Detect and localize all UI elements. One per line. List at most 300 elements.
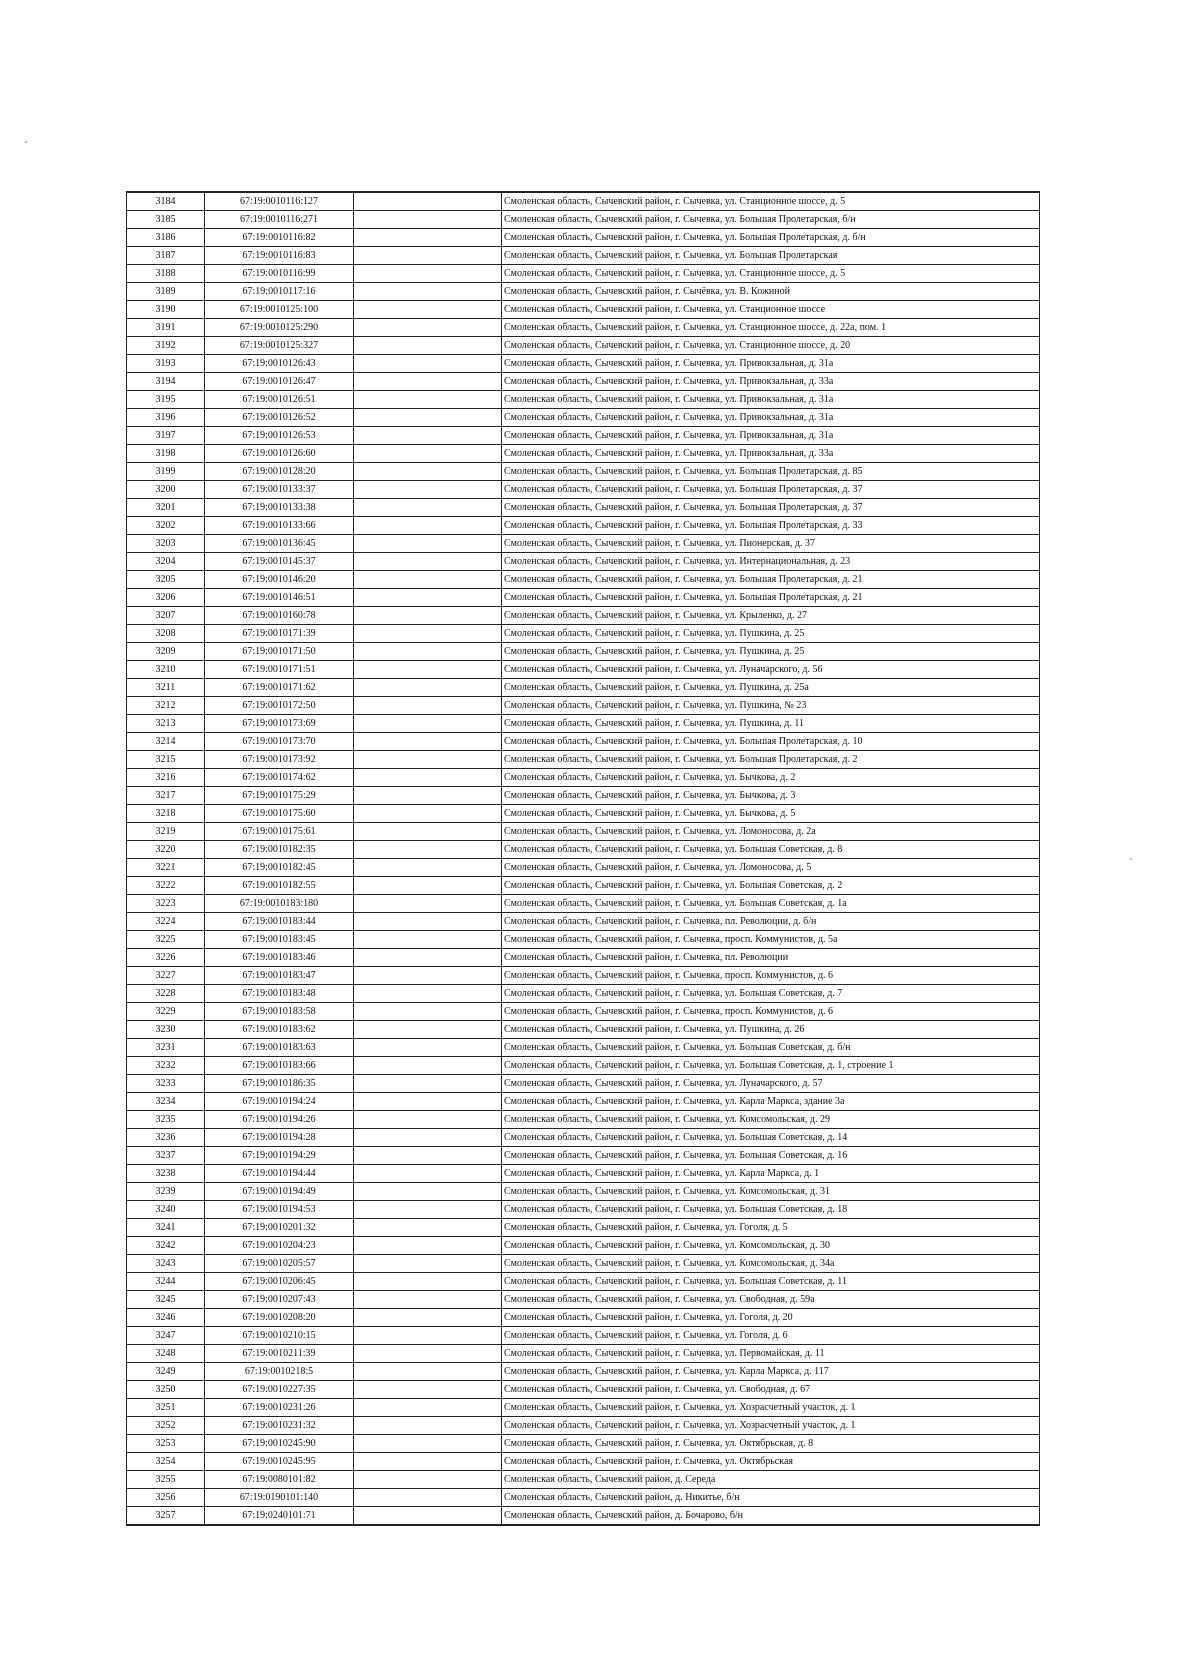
- row-number-cell: 3224: [127, 913, 205, 931]
- cadastral-number-cell: 67:19:0010182:35: [205, 841, 354, 859]
- address-cell: Смоленская область, Сычевский район, г. Сычевка, ул. Хозрасчетный участок, д. 1: [502, 1399, 1040, 1417]
- cadastral-number-cell: 67:19:0010133:66: [205, 517, 354, 535]
- cadastral-number-cell: 67:19:0010125:327: [205, 337, 354, 355]
- empty-cell: [354, 1363, 502, 1381]
- row-number-cell: 3257: [127, 1507, 205, 1526]
- cadastral-number-cell: 67:19:0010205:57: [205, 1255, 354, 1273]
- row-number-cell: 3248: [127, 1345, 205, 1363]
- address-cell: Смоленская область, Сычевский район, г. Сычевка, ул. Привокзальная, д. 33а: [502, 445, 1040, 463]
- empty-cell: [354, 1381, 502, 1399]
- row-number-cell: 3241: [127, 1219, 205, 1237]
- cadastral-number-cell: 67:19:0010201:32: [205, 1219, 354, 1237]
- cadastral-number-cell: 67:19:0010207:43: [205, 1291, 354, 1309]
- row-number-cell: 3242: [127, 1237, 205, 1255]
- empty-cell: [354, 1165, 502, 1183]
- empty-cell: [354, 895, 502, 913]
- address-cell: Смоленская область, Сычевский район, г. Сычевка, ул. Станционное шоссе, д. 5: [502, 265, 1040, 283]
- empty-cell: [354, 337, 502, 355]
- row-number-cell: 3253: [127, 1435, 205, 1453]
- address-cell: Смоленская область, Сычевский район, г. Сычевка, ул. Большая Пролетарская, д. 85: [502, 463, 1040, 481]
- address-cell: Смоленская область, Сычевский район, г. Сычевка, ул. Большая Пролетарская, д. 21: [502, 589, 1040, 607]
- address-cell: Смоленская область, Сычевский район, г. Сычевка, ул. Бычкова, д. 3: [502, 787, 1040, 805]
- cadastral-number-cell: 67:19:0010126:43: [205, 355, 354, 373]
- table-row: [127, 1309, 1040, 1327]
- empty-cell: [354, 859, 502, 877]
- cadastral-number-cell: 67:19:0010183:58: [205, 1003, 354, 1021]
- table-row: [127, 877, 1040, 895]
- table-row: [127, 1417, 1040, 1435]
- row-number-cell: 3209: [127, 643, 205, 661]
- row-number-cell: 3200: [127, 481, 205, 499]
- table-row: [127, 607, 1040, 625]
- row-number-cell: 3218: [127, 805, 205, 823]
- cadastral-number-cell: 67:19:0010210:15: [205, 1327, 354, 1345]
- cadastral-number-cell: 67:19:0010211:39: [205, 1345, 354, 1363]
- address-cell: Смоленская область, Сычевский район, г. Сычевка, ул. Большая Советская, д. 2: [502, 877, 1040, 895]
- row-number-cell: 3255: [127, 1471, 205, 1489]
- row-number-cell: 3226: [127, 949, 205, 967]
- address-cell: Смоленская область, Сычевский район, г. Сычевка, ул. Карла Маркса, д. 1: [502, 1165, 1040, 1183]
- row-number-cell: 3249: [127, 1363, 205, 1381]
- row-number-cell: 3246: [127, 1309, 205, 1327]
- row-number-cell: 3220: [127, 841, 205, 859]
- cadastral-number-cell: 67:19:0010183:62: [205, 1021, 354, 1039]
- table-row: [127, 1471, 1040, 1489]
- row-number-cell: 3244: [127, 1273, 205, 1291]
- row-number-cell: 3205: [127, 571, 205, 589]
- table-row: [127, 643, 1040, 661]
- row-number-cell: 3251: [127, 1399, 205, 1417]
- address-cell: Смоленская область, Сычевский район, г. Сычевка, ул. Большая Советская, д. 1, строение 1: [502, 1057, 1040, 1075]
- table-row: [127, 265, 1040, 283]
- cadastral-number-cell: 67:19:0010116:82: [205, 229, 354, 247]
- empty-cell: [354, 1003, 502, 1021]
- cadastral-number-cell: 67:19:0010227:35: [205, 1381, 354, 1399]
- address-cell: Смоленская область, Сычевский район, г. Сычевка, пл. Революции, д. б/н: [502, 913, 1040, 931]
- cadastral-number-cell: 67:19:0010186:35: [205, 1075, 354, 1093]
- empty-cell: [354, 247, 502, 265]
- cadastral-number-cell: 67:19:0010183:46: [205, 949, 354, 967]
- cadastral-number-cell: 67:19:0010194:29: [205, 1147, 354, 1165]
- empty-cell: [354, 841, 502, 859]
- table-row: [127, 211, 1040, 229]
- table-row: [127, 463, 1040, 481]
- cadastral-number-cell: 67:19:0010183:48: [205, 985, 354, 1003]
- cadastral-number-cell: 67:19:0010116:99: [205, 265, 354, 283]
- row-number-cell: 3198: [127, 445, 205, 463]
- address-cell: Смоленская область, Сычевский район, г. Сычевка, ул. Гоголя, д. 6: [502, 1327, 1040, 1345]
- table-row: [127, 589, 1040, 607]
- address-cell: Смоленская область, Сычевский район, г. Сычевка, ул. Привокзальная, д. 31а: [502, 409, 1040, 427]
- empty-cell: [354, 787, 502, 805]
- table-row: [127, 697, 1040, 715]
- table-row: [127, 1273, 1040, 1291]
- address-cell: Смоленская область, Сычевский район, г. Сычевка, ул. Пушкина, д. 25: [502, 625, 1040, 643]
- address-cell: Смоленская область, Сычевский район, г. Сычевка, ул. Большая Пролетарская, д. 33: [502, 517, 1040, 535]
- empty-cell: [354, 427, 502, 445]
- address-cell: Смоленская область, Сычевский район, г. Сычевка, пл. Революции: [502, 949, 1040, 967]
- table-row: [127, 445, 1040, 463]
- cadastral-number-cell: 67:19:0010171:51: [205, 661, 354, 679]
- address-cell: Смоленская область, Сычевский район, г. Сычевка, ул. Пушкина, д. 11: [502, 715, 1040, 733]
- row-number-cell: 3222: [127, 877, 205, 895]
- row-number-cell: 3227: [127, 967, 205, 985]
- empty-cell: [354, 211, 502, 229]
- table-row: [127, 1129, 1040, 1147]
- empty-cell: [354, 733, 502, 751]
- cadastral-number-cell: 67:19:0010136:45: [205, 535, 354, 553]
- table-row: [127, 1183, 1040, 1201]
- row-number-cell: 3213: [127, 715, 205, 733]
- empty-cell: [354, 1453, 502, 1471]
- cadastral-number-cell: 67:19:0010146:20: [205, 571, 354, 589]
- row-number-cell: 3197: [127, 427, 205, 445]
- table-row: [127, 319, 1040, 337]
- row-number-cell: 3186: [127, 229, 205, 247]
- row-number-cell: 3243: [127, 1255, 205, 1273]
- scan-speck: [25, 141, 27, 143]
- row-number-cell: 3229: [127, 1003, 205, 1021]
- table-row: [127, 1021, 1040, 1039]
- table-row: [127, 409, 1040, 427]
- address-cell: Смоленская область, Сычевский район, г. Сычевка, ул. Пушкина, д. 25а: [502, 679, 1040, 697]
- address-cell: Смоленская область, Сычевский район, г. Сычевка, ул. Большая Советская, д. 8: [502, 841, 1040, 859]
- cadastral-number-cell: 67:19:0010194:44: [205, 1165, 354, 1183]
- row-number-cell: 3206: [127, 589, 205, 607]
- empty-cell: [354, 499, 502, 517]
- table-row: [127, 301, 1040, 319]
- table-row: [127, 1237, 1040, 1255]
- cadastral-number-cell: 67:19:0010208:20: [205, 1309, 354, 1327]
- empty-cell: [354, 1345, 502, 1363]
- table-row: [127, 985, 1040, 1003]
- address-cell: Смоленская область, Сычевский район, г. Сычевка, просп. Коммунистов, д. 5а: [502, 931, 1040, 949]
- cadastral-number-cell: 67:19:0010133:37: [205, 481, 354, 499]
- row-number-cell: 3239: [127, 1183, 205, 1201]
- row-number-cell: 3254: [127, 1453, 205, 1471]
- address-cell: Смоленская область, Сычевский район, г. Сычевка, ул. Луначарского, д. 57: [502, 1075, 1040, 1093]
- cadastral-number-cell: 67:19:0010126:60: [205, 445, 354, 463]
- empty-cell: [354, 1435, 502, 1453]
- cadastral-number-cell: 67:19:0010171:39: [205, 625, 354, 643]
- empty-cell: [354, 192, 502, 211]
- cadastral-number-cell: 67:19:0010183:44: [205, 913, 354, 931]
- table-row: [127, 247, 1040, 265]
- row-number-cell: 3216: [127, 769, 205, 787]
- table-row: [127, 913, 1040, 931]
- empty-cell: [354, 589, 502, 607]
- address-cell: Смоленская область, Сычевский район, г. Сычевка, ул. Большая Пролетарская, д. 2: [502, 751, 1040, 769]
- row-number-cell: 3247: [127, 1327, 205, 1345]
- cadastral-number-cell: 67:19:0010133:38: [205, 499, 354, 517]
- table-row: [127, 1111, 1040, 1129]
- cadastral-number-cell: 67:19:0010231:26: [205, 1399, 354, 1417]
- empty-cell: [354, 283, 502, 301]
- address-cell: Смоленская область, Сычевский район, г. Сычевка, ул. Комсомольская, д. 34а: [502, 1255, 1040, 1273]
- cadastral-number-cell: 67:19:0010183:66: [205, 1057, 354, 1075]
- cadastral-number-cell: 67:19:0190101:140: [205, 1489, 354, 1507]
- cadastral-number-cell: 67:19:0010116:83: [205, 247, 354, 265]
- empty-cell: [354, 1399, 502, 1417]
- table-row: [127, 1057, 1040, 1075]
- empty-cell: [354, 985, 502, 1003]
- address-cell: Смоленская область, Сычевский район, г. Сычевка, ул. Привокзальная, д. 31а: [502, 391, 1040, 409]
- address-cell: Смоленская область, Сычевский район, г. Сычевка, ул. Бычкова, д. 2: [502, 769, 1040, 787]
- address-cell: Смоленская область, Сычевский район, д. Середа: [502, 1471, 1040, 1489]
- table-row: [127, 823, 1040, 841]
- cadastral-number-cell: 67:19:0010175:29: [205, 787, 354, 805]
- table-row: [127, 1147, 1040, 1165]
- empty-cell: [354, 1093, 502, 1111]
- row-number-cell: 3221: [127, 859, 205, 877]
- table-row: [127, 1093, 1040, 1111]
- table-row: [127, 1345, 1040, 1363]
- address-cell: Смоленская область, Сычевский район, г. Сычевка, ул. Большая Советская, д. 11: [502, 1273, 1040, 1291]
- cadastral-number-cell: 67:19:0010194:53: [205, 1201, 354, 1219]
- row-number-cell: 3204: [127, 553, 205, 571]
- address-cell: Смоленская область, Сычевский район, г. Сычевка, ул. Большая Пролетарская, д. б/н: [502, 229, 1040, 247]
- cadastral-number-cell: 67:19:0010171:50: [205, 643, 354, 661]
- table-row: [127, 967, 1040, 985]
- cadastral-number-cell: 67:19:0010183:180: [205, 895, 354, 913]
- cadastral-number-cell: 67:19:0010183:45: [205, 931, 354, 949]
- row-number-cell: 3201: [127, 499, 205, 517]
- cadastral-number-cell: 67:19:0010125:100: [205, 301, 354, 319]
- row-number-cell: 3231: [127, 1039, 205, 1057]
- row-number-cell: 3234: [127, 1093, 205, 1111]
- empty-cell: [354, 607, 502, 625]
- empty-cell: [354, 301, 502, 319]
- table-row: [127, 535, 1040, 553]
- empty-cell: [354, 1237, 502, 1255]
- row-number-cell: 3210: [127, 661, 205, 679]
- cadastral-number-cell: 67:19:0010182:55: [205, 877, 354, 895]
- table-row: [127, 192, 1040, 211]
- cadastral-number-cell: 67:19:0010171:62: [205, 679, 354, 697]
- address-cell: Смоленская область, Сычевский район, г. Сычевка, ул. Большая Советская, д. 7: [502, 985, 1040, 1003]
- empty-cell: [354, 373, 502, 391]
- table-row: [127, 1489, 1040, 1507]
- cadastral-number-cell: 67:19:0010126:52: [205, 409, 354, 427]
- address-cell: Смоленская область, Сычевский район, г. Сычевка, ул. Большая Пролетарская, б/н: [502, 211, 1040, 229]
- address-cell: Смоленская область, Сычевский район, г. Сычевка, ул. Хозрасчетный участок, д. 1: [502, 1417, 1040, 1435]
- address-cell: Смоленская область, Сычевский район, д. Бочарово, б/н: [502, 1507, 1040, 1526]
- row-number-cell: 3185: [127, 211, 205, 229]
- table-row: [127, 733, 1040, 751]
- address-cell: Смоленская область, Сычевский район, г. Сычевка, ул. Карла Маркса, д. 117: [502, 1363, 1040, 1381]
- cadastral-number-cell: 67:19:0010218:5: [205, 1363, 354, 1381]
- empty-cell: [354, 625, 502, 643]
- empty-cell: [354, 643, 502, 661]
- row-number-cell: 3252: [127, 1417, 205, 1435]
- table-row: [127, 1435, 1040, 1453]
- row-number-cell: 3196: [127, 409, 205, 427]
- row-number-cell: 3212: [127, 697, 205, 715]
- empty-cell: [354, 1507, 502, 1526]
- row-number-cell: 3211: [127, 679, 205, 697]
- scan-speck: [1130, 858, 1132, 860]
- address-cell: Смоленская область, Сычевский район, г. Сычевка, ул. Станционное шоссе: [502, 301, 1040, 319]
- address-cell: Смоленская область, Сычевский район, г. Сычевка, ул. Большая Пролетарская, д. 37: [502, 481, 1040, 499]
- address-cell: Смоленская область, Сычевский район, г. Сычевка, ул. Пушкина, д. 26: [502, 1021, 1040, 1039]
- row-number-cell: 3192: [127, 337, 205, 355]
- address-cell: Смоленская область, Сычевский район, г. Сычевка, ул. Крыленко, д. 27: [502, 607, 1040, 625]
- row-number-cell: 3215: [127, 751, 205, 769]
- row-number-cell: 3240: [127, 1201, 205, 1219]
- table-row: [127, 1291, 1040, 1309]
- address-cell: Смоленская область, Сычевский район, г. Сычевка, ул. Комсомольская, д. 30: [502, 1237, 1040, 1255]
- table-row: [127, 517, 1040, 535]
- table-row: [127, 427, 1040, 445]
- table-row: [127, 481, 1040, 499]
- table-row: [127, 1039, 1040, 1057]
- empty-cell: [354, 931, 502, 949]
- table-row: [127, 391, 1040, 409]
- address-cell: Смоленская область, Сычевский район, г. Сычевка, ул. Свободная, д. 59а: [502, 1291, 1040, 1309]
- empty-cell: [354, 1417, 502, 1435]
- table-row: [127, 679, 1040, 697]
- cadastral-number-cell: 67:19:0010172:50: [205, 697, 354, 715]
- cadastral-number-cell: 67:19:0010128:20: [205, 463, 354, 481]
- empty-cell: [354, 1471, 502, 1489]
- address-cell: Смоленская область, Сычевский район, г. Сычевка, ул. Интернациональная, д. 23: [502, 553, 1040, 571]
- table-row: [127, 1003, 1040, 1021]
- cadastral-number-cell: 67:19:0010126:47: [205, 373, 354, 391]
- row-number-cell: 3214: [127, 733, 205, 751]
- cadastral-number-cell: 67:19:0010245:90: [205, 1435, 354, 1453]
- row-number-cell: 3245: [127, 1291, 205, 1309]
- table-row: [127, 1201, 1040, 1219]
- address-cell: Смоленская область, Сычевский район, г. Сычевка, ул. Большая Пролетарская, д. 10: [502, 733, 1040, 751]
- address-cell: Смоленская область, Сычевский район, г. Сычевка, ул. Карла Маркса, здание 3а: [502, 1093, 1040, 1111]
- table-row: [127, 895, 1040, 913]
- address-cell: Смоленская область, Сычевский район, г. Сычевка, ул. Пушкина, № 23: [502, 697, 1040, 715]
- address-cell: Смоленская область, Сычевский район, г. Сычевка, ул. Станционное шоссе, д. 5: [502, 192, 1040, 211]
- cadastral-number-cell: 67:19:0010183:63: [205, 1039, 354, 1057]
- table-row: [127, 805, 1040, 823]
- row-number-cell: 3203: [127, 535, 205, 553]
- table-row: [127, 859, 1040, 877]
- cadastral-number-cell: 67:19:0010125:290: [205, 319, 354, 337]
- address-cell: Смоленская область, Сычевский район, г. Сычевка, ул. Большая Пролетарская, д. 37: [502, 499, 1040, 517]
- empty-cell: [354, 1255, 502, 1273]
- row-number-cell: 3207: [127, 607, 205, 625]
- address-cell: Смоленская область, Сычевский район, г. Сычевка, ул. Привокзальная, д. 31а: [502, 427, 1040, 445]
- cadastral-number-cell: 67:19:0010173:70: [205, 733, 354, 751]
- empty-cell: [354, 265, 502, 283]
- row-number-cell: 3193: [127, 355, 205, 373]
- row-number-cell: 3194: [127, 373, 205, 391]
- row-number-cell: 3236: [127, 1129, 205, 1147]
- table-row: [127, 715, 1040, 733]
- cadastral-number-cell: 67:19:0010145:37: [205, 553, 354, 571]
- cadastral-number-cell: 67:19:0010194:49: [205, 1183, 354, 1201]
- cadastral-number-cell: 67:19:0010194:28: [205, 1129, 354, 1147]
- row-number-cell: 3199: [127, 463, 205, 481]
- table-row: [127, 751, 1040, 769]
- empty-cell: [354, 1111, 502, 1129]
- address-cell: Смоленская область, Сычевский район, г. Сычевка, ул. Комсомольская, д. 29: [502, 1111, 1040, 1129]
- address-cell: Смоленская область, Сычевский район, г. Сычевка, ул. Ломоносова, д. 2а: [502, 823, 1040, 841]
- cadastral-number-cell: 67:19:0010231:32: [205, 1417, 354, 1435]
- empty-cell: [354, 1183, 502, 1201]
- address-cell: Смоленская область, Сычевский район, г. Сычевка, ул. Свободная, д. 67: [502, 1381, 1040, 1399]
- row-number-cell: 3189: [127, 283, 205, 301]
- row-number-cell: 3223: [127, 895, 205, 913]
- table-row: [127, 1327, 1040, 1345]
- address-cell: Смоленская область, Сычевский район, г. Сычевка, ул. Привокзальная, д. 33а: [502, 373, 1040, 391]
- address-cell: Смоленская область, Сычевский район, г. Сычевка, ул. Первомайская, д. 11: [502, 1345, 1040, 1363]
- cadastral-number-cell: 67:19:0010182:45: [205, 859, 354, 877]
- table-row: [127, 337, 1040, 355]
- empty-cell: [354, 535, 502, 553]
- empty-cell: [354, 1021, 502, 1039]
- empty-cell: [354, 769, 502, 787]
- table-row: [127, 769, 1040, 787]
- empty-cell: [354, 679, 502, 697]
- table-row: [127, 499, 1040, 517]
- table-row: [127, 1381, 1040, 1399]
- address-cell: Смоленская область, Сычевский район, г. Сычевка, ул. Большая Пролетарская, д. 21: [502, 571, 1040, 589]
- cadastral-number-cell: 67:19:0010174:62: [205, 769, 354, 787]
- row-number-cell: 3232: [127, 1057, 205, 1075]
- empty-cell: [354, 355, 502, 373]
- address-cell: Смоленская область, Сычевский район, г. Сычевка, просп. Коммунистов, д. 6: [502, 1003, 1040, 1021]
- address-cell: Смоленская область, Сычевский район, г. Сычевка, ул. Большая Пролетарская: [502, 247, 1040, 265]
- empty-cell: [354, 553, 502, 571]
- cadastral-number-cell: 67:19:0010194:26: [205, 1111, 354, 1129]
- address-cell: Смоленская область, Сычевский район, г. Сычёвка, ул. В. Кожиной: [502, 283, 1040, 301]
- row-number-cell: 3188: [127, 265, 205, 283]
- row-number-cell: 3190: [127, 301, 205, 319]
- empty-cell: [354, 913, 502, 931]
- table-row: [127, 1399, 1040, 1417]
- row-number-cell: 3195: [127, 391, 205, 409]
- row-number-cell: 3235: [127, 1111, 205, 1129]
- cadastral-number-cell: 67:19:0010173:92: [205, 751, 354, 769]
- address-cell: Смоленская область, Сычевский район, г. Сычевка, ул. Станционное шоссе, д. 20: [502, 337, 1040, 355]
- cadastral-number-cell: 67:19:0010160:78: [205, 607, 354, 625]
- empty-cell: [354, 1039, 502, 1057]
- address-cell: Смоленская область, Сычевский район, г. Сычевка, ул. Гоголя, д. 5: [502, 1219, 1040, 1237]
- table-row: [127, 841, 1040, 859]
- table-row: [127, 1507, 1040, 1526]
- row-number-cell: 3217: [127, 787, 205, 805]
- row-number-cell: 3256: [127, 1489, 205, 1507]
- empty-cell: [354, 1129, 502, 1147]
- row-number-cell: 3184: [127, 192, 205, 211]
- cadastral-number-cell: 67:19:0010126:53: [205, 427, 354, 445]
- address-cell: Смоленская область, Сычевский район, г. Сычевка, ул. Октябрьская, д. 8: [502, 1435, 1040, 1453]
- table-row: [127, 229, 1040, 247]
- cadastral-number-cell: 67:19:0010126:51: [205, 391, 354, 409]
- table-row: [127, 373, 1040, 391]
- cadastral-number-cell: 67:19:0010116:127: [205, 192, 354, 211]
- empty-cell: [354, 229, 502, 247]
- table-row: [127, 553, 1040, 571]
- address-cell: Смоленская область, Сычевский район, г. Сычевка, ул. Большая Советская, д. 18: [502, 1201, 1040, 1219]
- empty-cell: [354, 715, 502, 733]
- empty-cell: [354, 1147, 502, 1165]
- empty-cell: [354, 661, 502, 679]
- address-cell: Смоленская область, Сычевский район, г. Сычевка, ул. Октябрьская: [502, 1453, 1040, 1471]
- address-cell: Смоленская область, Сычевский район, г. Сычевка, ул. Бычкова, д. 5: [502, 805, 1040, 823]
- empty-cell: [354, 823, 502, 841]
- row-number-cell: 3219: [127, 823, 205, 841]
- address-cell: Смоленская область, Сычевский район, г. Сычевка, ул. Луначарского, д. 56: [502, 661, 1040, 679]
- row-number-cell: 3250: [127, 1381, 205, 1399]
- empty-cell: [354, 697, 502, 715]
